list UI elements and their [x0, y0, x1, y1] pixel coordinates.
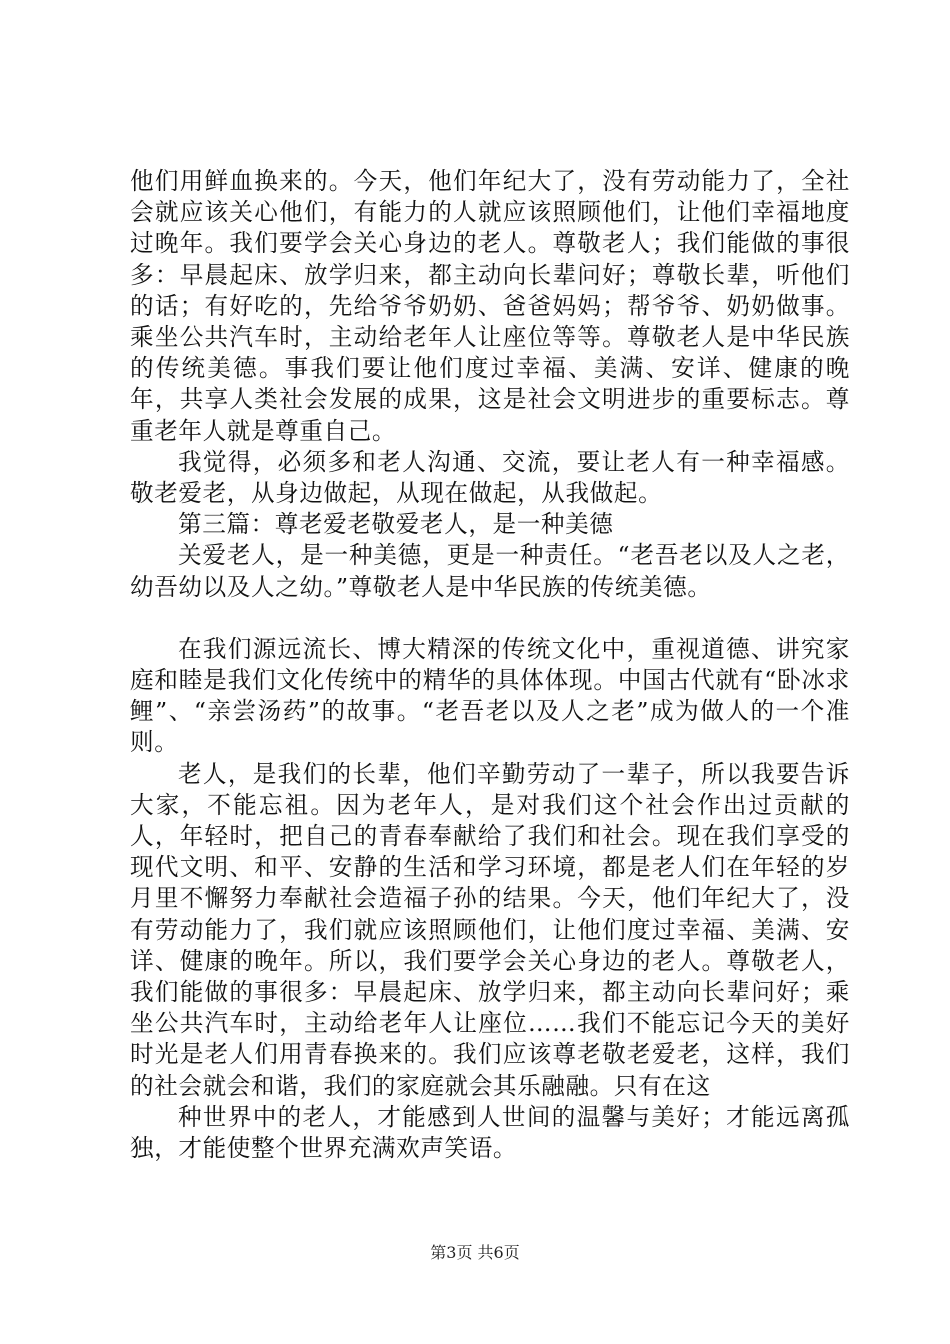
paragraph-3: 关爱老人，是一种美德，更是一种责任。“老吾老以及人之老，幼吾幼以及人之幼。”尊敬老人是中华民族的传统美德。	[130, 541, 850, 601]
page-footer	[0, 1242, 950, 1264]
paragraph-1: 他们用鲜血换来的。今天，他们年纪大了，没有劳动能力了，全社会就应该关心他们，有能力的人就应该照顾他们，让他们幸福地度过晚年。我们要学会关心身边的老人。尊敬老人；我们能做的事很多：早晨起床、放学归来，都主动向长辈问好；尊敬长辈，听他们的话；有好吃的，先给爷爷奶奶、爸爸妈妈；帮爷爷、奶奶做事。乘坐公共汽车时，主动给老年人让座位等等。尊敬老人是中华民族的传统美德。事我们要让他们度过幸福、美满、安详、健康的晚年，共享人类社会发展的成果，这是社会文明进步的重要标志。尊重老年人就是尊重自己。	[130, 167, 850, 445]
paragraph-4: 在我们源远流长、博大精深的传统文化中，重视道德、讲究家庭和睦是我们文化传统中的精华的具体体现。中国古代就有“卧冰求鲤”、“亲尝汤药”的故事。“老吾老以及人之老”成为做人的一个准则。	[130, 634, 850, 757]
section-heading: 第三篇：尊老爱老敬爱老人，是一种美德	[178, 510, 614, 539]
paragraph-2: 我觉得，必须多和老人沟通、交流，要让老人有一种幸福感。敬老爱老，从身边做起，从现在做起，从我做起。	[130, 447, 850, 508]
blank-line	[130, 603, 850, 634]
page-number: 第3页 共6页	[430, 1243, 520, 1262]
paragraph-5: 老人，是我们的长辈，他们辛勤劳动了一辈子，所以我要告诉大家，不能忘祖。因为老年人，是对我们这个社会作出过贡献的人，年轻时，把自己的青春奉献给了我们和社会。现在我们享受的现代文明、和平、安静的生活和学习环境，都是老人们在年轻的岁月里不懈努力奉献社会造福子孙的结果。今天，他们年纪大了，没有劳动能力了，我们就应该照顾他们，让他们度过幸福、美满、安详、健康的晚年。所以，我们要学会关心身边的老人。尊敬老人，我们能做的事很多：早晨起床、放学归来，都主动向长辈问好；乘坐公共汽车时，主动给老年人让座位……我们不能忘记今天的美好时光是老人们用青春换来的。我们应该尊老敬老爱老，这样，我们的社会就会和谐，我们的家庭就会其乐融融。只有在这	[130, 759, 850, 1100]
body-text	[130, 166, 850, 1164]
paragraph-6: 种世界中的老人，才能感到人世间的温馨与美好；才能远离孤独，才能使整个世界充满欢声笑语。	[130, 1102, 850, 1163]
